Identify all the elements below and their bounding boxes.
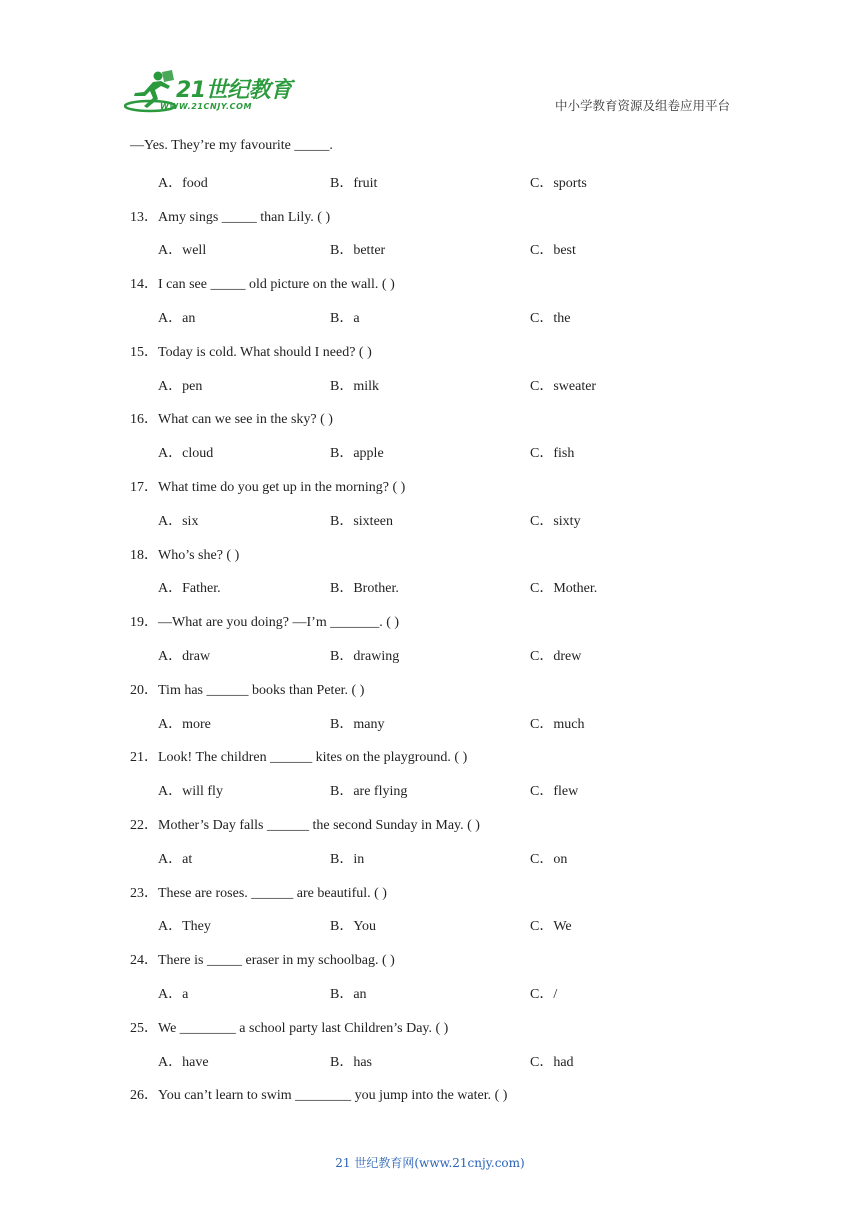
- question-text: 24．There is _____ eraser in my schoolbag. ( ): [130, 953, 395, 969]
- options-line: [130, 1049, 750, 1083]
- option-a: A．at: [158, 851, 193, 867]
- logo-text: 21世纪教育: [176, 78, 292, 103]
- options-line: [130, 508, 750, 542]
- options-line: [130, 981, 750, 1015]
- option-a: A．more: [158, 716, 211, 732]
- options-line: [130, 440, 750, 474]
- question-text: 22．Mother’s Day falls ______ the second Sunday in May. ( ): [130, 817, 480, 833]
- option-c: C．flew: [530, 784, 579, 800]
- option-b: B．drawing: [330, 648, 400, 664]
- question-text: 20．Tim has ______ books than Peter. ( ): [130, 682, 365, 698]
- options-line: [130, 778, 750, 812]
- question-text: 14．I can see _____ old picture on the wall. ( ): [130, 277, 395, 293]
- option-c: C．sweater: [530, 378, 597, 394]
- option-c: C．the: [530, 310, 571, 326]
- question-line: [130, 474, 750, 508]
- option-b: B．in: [330, 851, 365, 867]
- option-c: C．fish: [530, 446, 575, 462]
- logo-url: WWW.21CNJY.COM: [160, 102, 253, 111]
- options-line: [130, 305, 750, 339]
- question-text: 13．Amy sings _____ than Lily. ( ): [130, 209, 331, 225]
- options-line: [130, 846, 750, 880]
- question-text: 15．Today is cold. What should I need? ( ): [130, 344, 372, 360]
- question-line: [130, 339, 750, 373]
- option-a: A．will fly: [158, 784, 223, 800]
- option-b: B．apple: [330, 446, 384, 462]
- question-line: [130, 204, 750, 238]
- question-text: 16．What can we see in the sky? ( ): [130, 412, 333, 428]
- option-a: A．have: [158, 1054, 209, 1070]
- question-line: [130, 812, 750, 846]
- question-line: [130, 880, 750, 914]
- platform-title: 中小学教育资源及组卷应用平台: [554, 98, 730, 113]
- question-text: —Yes. They’re my favourite _____.: [130, 138, 333, 153]
- option-c: C．on: [530, 851, 568, 867]
- question-line: [130, 947, 750, 981]
- options-line: [130, 575, 750, 609]
- question-text: 19．—What are you doing? —I’m _______. ( ): [130, 615, 400, 631]
- option-c: C．best: [530, 243, 576, 259]
- options-line: [130, 913, 750, 947]
- question-text: 17．What time do you get up in the morning? ( ): [130, 479, 406, 495]
- option-b: B．many: [330, 716, 385, 732]
- option-c: C．much: [530, 716, 585, 732]
- option-b: B．Brother.: [330, 581, 399, 597]
- option-b: B．a: [330, 310, 360, 326]
- question-text: 18．Who’s she? ( ): [130, 547, 240, 563]
- option-c: C．/: [530, 986, 558, 1002]
- page-header: [0, 0, 860, 125]
- question-line: [130, 136, 750, 170]
- option-a: A．six: [158, 513, 199, 529]
- option-b: B．better: [330, 243, 386, 259]
- option-c: C．had: [530, 1054, 574, 1070]
- option-a: A．Father.: [158, 581, 221, 597]
- question-line: [130, 744, 750, 778]
- footer-link[interactable]: 21 世纪教育网(www.21cnjy.com): [335, 1156, 525, 1170]
- option-b: B．milk: [330, 378, 380, 394]
- option-b: B．an: [330, 986, 367, 1002]
- question-line: [130, 677, 750, 711]
- option-b: B．fruit: [330, 175, 378, 191]
- logo: [124, 70, 294, 115]
- option-a: A．They: [158, 919, 211, 935]
- question-line: [130, 542, 750, 576]
- option-c: C．sixty: [530, 513, 581, 529]
- question-text: 21．Look! The children ______ kites on the playground. ( ): [130, 750, 468, 766]
- question-line: [130, 271, 750, 305]
- option-a: A．well: [158, 243, 207, 259]
- option-c: C．Mother.: [530, 581, 598, 597]
- option-c: C．sports: [530, 175, 587, 191]
- option-a: A．an: [158, 310, 196, 326]
- options-line: [130, 170, 750, 204]
- question-line: [130, 1082, 750, 1116]
- option-a: A．a: [158, 986, 189, 1002]
- question-line: [130, 406, 750, 440]
- option-a: A．cloud: [158, 446, 214, 462]
- option-c: C．We: [530, 919, 572, 935]
- question-text: 25．We ________ a school party last Children’s Day. ( ): [130, 1020, 449, 1036]
- question-list: [130, 136, 750, 1116]
- options-line: [130, 237, 750, 271]
- option-a: A．draw: [158, 648, 211, 664]
- question-line: [130, 609, 750, 643]
- option-a: A．pen: [158, 378, 203, 394]
- option-c: C．drew: [530, 648, 582, 664]
- options-line: [130, 373, 750, 407]
- question-line: [130, 1015, 750, 1049]
- option-b: B．sixteen: [330, 513, 393, 529]
- options-line: [130, 711, 750, 745]
- options-line: [130, 643, 750, 677]
- question-text: 23．These are roses. ______ are beautiful. ( ): [130, 885, 387, 901]
- option-a: A．food: [158, 175, 208, 191]
- question-text: 26．You can’t learn to swim ________ you jump into the water. ( ): [130, 1088, 508, 1104]
- option-b: B．You: [330, 919, 377, 935]
- option-b: B．has: [330, 1054, 372, 1070]
- option-b: B．are flying: [330, 784, 408, 800]
